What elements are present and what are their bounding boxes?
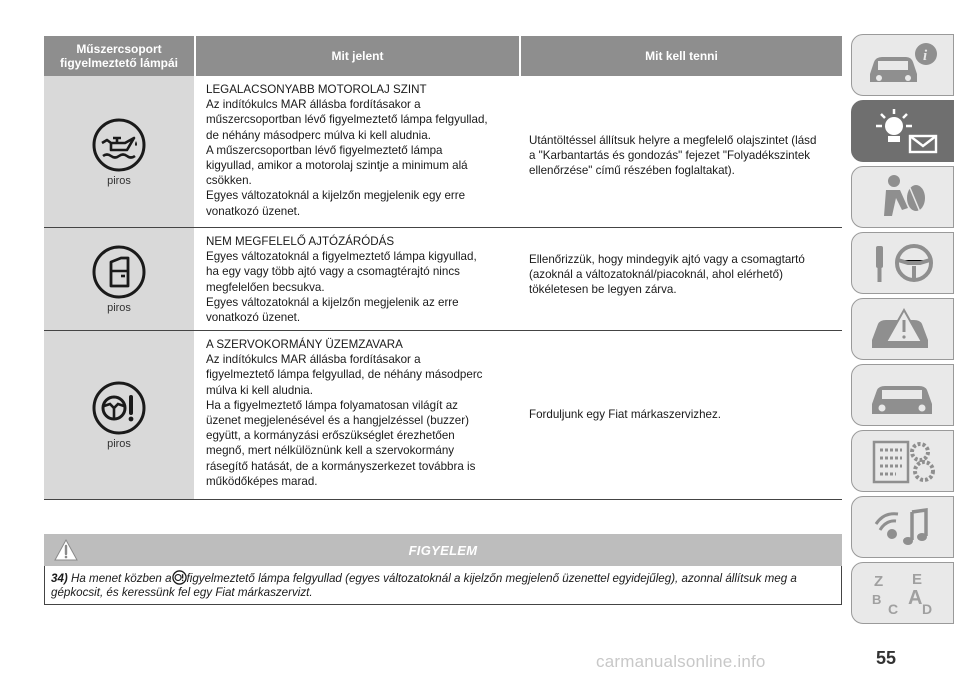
icon-cell <box>44 228 194 330</box>
meaning-line: NEM MEGFELELŐ AJTÓZÁRÓDÁS <box>206 235 395 248</box>
warning-header <box>44 534 842 566</box>
index-letter: E <box>911 571 922 588</box>
action-line: tökéletesen be legyen zárva. <box>529 283 677 297</box>
chapter-tab-multimedia[interactable] <box>851 496 954 558</box>
meaning-line: Az indítókulcs MAR állásba fordításakor a <box>206 353 421 367</box>
meaning-line: ha egy vagy több ajtó vagy a csomagtérajtó nincs <box>206 265 460 279</box>
meaning-line: múlva ki kell aludnia. <box>206 383 313 397</box>
chapter-sidebar <box>851 34 956 628</box>
meaning-line: kigyullad, amikor a motorolaj szintje a minimum alá <box>206 159 468 173</box>
warning-box <box>44 534 842 605</box>
meaning-line: LEGALACSONYABB MOTOROLAJ SZINT <box>206 83 427 96</box>
meaning-line: működőképes marad. <box>206 474 318 488</box>
action-cell <box>521 331 842 499</box>
meaning-line: de néhány másodperc múlva ki kell aludnia. <box>206 128 431 142</box>
safety-airbag-icon <box>864 172 942 222</box>
icon-cell <box>44 331 194 499</box>
warning-triangle-icon <box>54 538 78 562</box>
chapter-tab-technical-data[interactable] <box>851 430 954 492</box>
door-open-icon <box>91 244 147 300</box>
header-cell-meaning: Mit jelent <box>194 36 521 76</box>
meaning-line: műszercsoportban lévő figyelmeztető lámpa felgyullad, <box>206 113 488 127</box>
warning-text <box>44 566 842 605</box>
warning-text-after: figyelmeztető lámpa felgyullad (egyes változatoknál a kijelzőn megjelenő üzenettel egyidejűleg), azonnal állítsuk meg a gépkocsit, és keressünk fel egy Fiat márkaszervizt. <box>51 572 797 599</box>
index-letter: A <box>907 587 922 609</box>
header-cell-action: Mit kell tenni <box>645 49 718 63</box>
icon-color-label: piros <box>107 438 131 450</box>
table-row <box>44 331 842 500</box>
icon-cell <box>44 76 194 227</box>
meaning-line: A SZERVOKORMÁNY ÜZEMZAVARA <box>206 338 403 351</box>
key-steering-wheel-icon <box>864 238 942 288</box>
watermark: carmanualsonline.info <box>596 652 766 671</box>
warning-text-before: Ha menet közben a <box>71 572 172 585</box>
meaning-line: csökken. <box>206 174 252 188</box>
meaning-cell <box>194 76 521 227</box>
meaning-cell <box>194 331 521 499</box>
power-steering-icon <box>91 380 147 436</box>
index-letter: B <box>871 592 881 607</box>
meaning-line: megfelelően becsukva. <box>206 280 325 294</box>
action-line: ellenőrzése" című részében foglaltakat). <box>529 164 735 178</box>
emergency-breakdown-icon <box>864 304 942 354</box>
index-letter: C <box>887 601 898 617</box>
table-row <box>44 76 842 228</box>
warning-number: 34) <box>51 572 68 585</box>
icon-color-label: piros <box>107 174 131 187</box>
action-line: Utántöltéssel állítsuk helyre a megfelelő olajszintet (lásd <box>529 134 817 147</box>
action-cell <box>521 228 842 330</box>
header-line: figyelmeztető lámpái <box>59 56 179 70</box>
action-line: a "Karbantartás és gondozás" fejezet "Folyadékszintek <box>529 149 811 163</box>
warning-lights-icon <box>864 106 942 156</box>
index-letter: D <box>921 601 932 617</box>
table-header <box>44 36 842 76</box>
meaning-line: A műszercsoportban lévő figyelmeztető lámpa <box>206 143 443 157</box>
meaning-line: megnő, mert nélkülöznünk kell a szervokormány <box>206 444 455 458</box>
chapter-tab-maintenance[interactable] <box>851 364 954 426</box>
meaning-line: figyelmeztető lámpa felgyullad, de néhány másodperc <box>206 368 483 382</box>
maintenance-car-icon <box>864 370 942 420</box>
chapter-tab-safety[interactable] <box>851 166 954 228</box>
svg-text:i: i <box>922 48 927 64</box>
warning-title: FIGYELEM <box>408 542 478 558</box>
meaning-line: vonatkozó üzenet. <box>206 311 301 325</box>
technical-data-icon <box>864 436 942 486</box>
meaning-line: rásegítő hatását, de a kormányszerkezet továbbra is <box>206 459 476 473</box>
warning-lights-table <box>44 36 842 500</box>
meaning-line: Egyes változatoknál a kijelzőn megjelenik az erre <box>206 295 459 309</box>
header-cell-warning-lights <box>44 36 194 76</box>
power-steering-icon <box>172 570 187 585</box>
car-info-icon <box>864 40 942 90</box>
chapter-tab-emergency[interactable] <box>851 298 954 360</box>
page-number: 55 <box>876 648 897 668</box>
meaning-line: üzenet megjelenésével és a hangjelzéssel (buzzer) <box>206 414 469 428</box>
oil-pressure-icon <box>91 117 147 173</box>
meaning-cell <box>194 228 521 330</box>
table-row <box>44 228 842 331</box>
icon-color-label: piros <box>107 302 131 314</box>
action-line: (azoknál a változatoknál/piacoknál, ahol elérhető) <box>529 268 783 282</box>
action-cell <box>521 76 842 227</box>
chapter-tab-warning-lights[interactable] <box>851 100 954 162</box>
action-line: Forduljunk egy Fiat márkaszervizhez. <box>529 408 722 422</box>
chapter-tab-index[interactable] <box>851 562 954 624</box>
meaning-line: Egyes változatoknál a kijelzőn megjelenik egy erre <box>206 189 466 203</box>
chapter-tab-starting-driving[interactable] <box>851 232 954 294</box>
index-letter: Z <box>873 573 883 590</box>
index-letters-icon <box>864 568 942 618</box>
action-line: Ellenőrizzük, hogy mindegyik ajtó vagy a csomagtartó <box>529 253 805 266</box>
header-line: Műszercsoport <box>76 42 162 56</box>
meaning-line: Egyes változatoknál a figyelmeztető lámpa kigyullad, <box>206 250 477 264</box>
chapter-tab-car-info[interactable] <box>851 34 954 96</box>
meaning-line: Ha a figyelmeztető lámpa folyamatosan világít az <box>206 398 458 412</box>
multimedia-icon <box>864 502 942 552</box>
meaning-line: Az indítókulcs MAR állásba fordításakor a <box>206 98 421 112</box>
meaning-line: vonatkozó üzenet. <box>206 204 301 218</box>
meaning-line: együtt, a kormányzási erőszükséglet érezhetően <box>206 429 455 443</box>
